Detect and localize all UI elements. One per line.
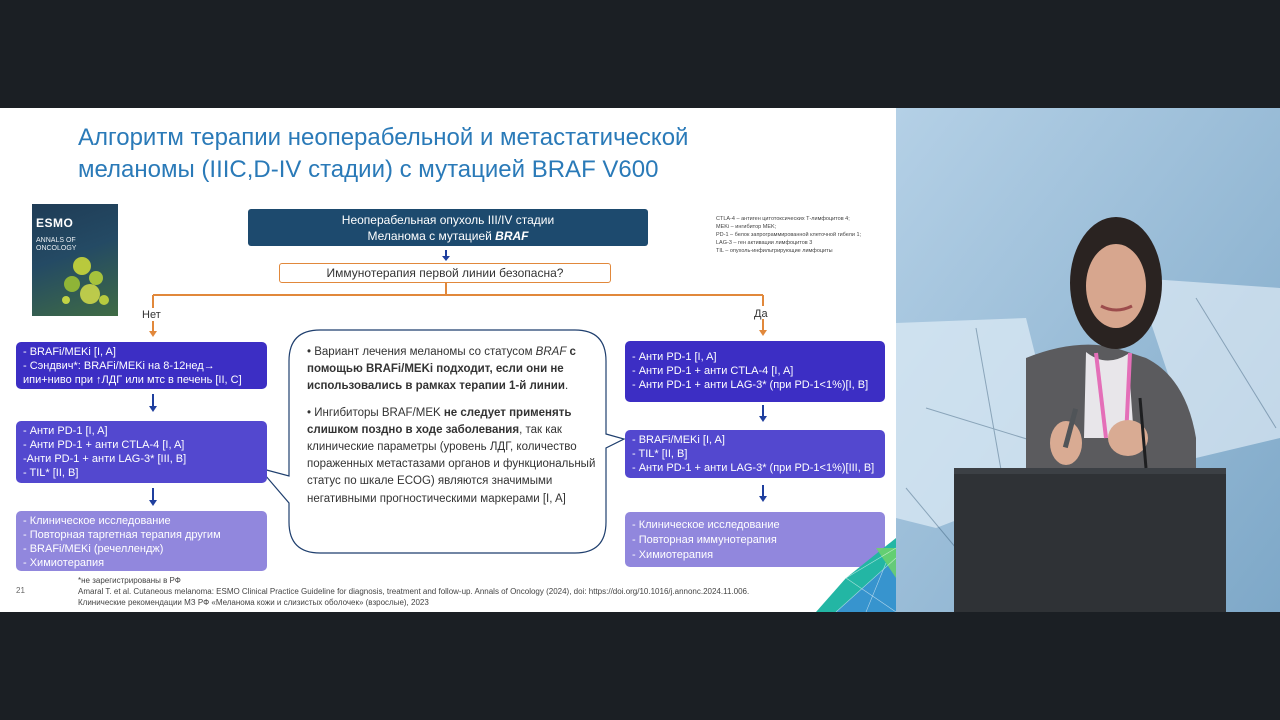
left-box-item: - Клиническое исследование xyxy=(23,515,171,527)
left-box-item: - Анти PD-1 + анти CTLA-4 [I, A] xyxy=(23,439,185,451)
left-box-item: - BRAFi/MEKi (речеллендж) xyxy=(23,543,164,555)
right-box-item: - Химиотерапия xyxy=(632,549,714,561)
legend-line: PD-1 – белок запрограммированной клеточной гибели 1; xyxy=(716,232,862,238)
initial-condition-gene: BRAF xyxy=(495,229,529,243)
left-box-item: - TIL* [II, B] xyxy=(23,467,79,479)
left-box-third-line xyxy=(16,511,267,571)
right-box-second-line xyxy=(625,430,885,478)
footnote-line: Клинические рекомендации МЗ РФ «Меланома кожи и слизистых оболочек» (взрослые), 2023 xyxy=(78,598,429,607)
no-branch-label: Нет xyxy=(142,309,161,321)
corner-decoration-graphic xyxy=(816,538,896,612)
presentation-slide xyxy=(0,108,896,612)
right-box-item: - Анти PD-1 + анти LAG-3* (при PD-1<1%)[III, B] xyxy=(632,462,875,474)
footnotes xyxy=(78,575,749,608)
left-box-first-line xyxy=(16,342,267,389)
bubble-text-span: с помощью BRAFi/MEKi подходит, если они не использовались в рамках терапии 1-й линии xyxy=(307,346,576,393)
initial-condition-prefix: Меланома с мутацией xyxy=(367,229,496,243)
abbreviation-legend xyxy=(716,215,886,255)
top-letterbox xyxy=(0,0,1280,108)
initial-condition-box xyxy=(248,209,648,246)
bubble-text-span: BRAF xyxy=(535,346,567,358)
bubble-text-span: не следует применять слишком поздно в ходе заболевания xyxy=(307,406,572,436)
legend-line: LAG-3 – ген активации лимфоцитов 3 xyxy=(716,240,813,246)
legend-line: TIL – опухоль-инфильтрирующие лимфоциты xyxy=(716,248,833,254)
right-box-item: - BRAFi/MEKi [I, A] xyxy=(632,434,725,446)
bubble-text-span: Ингибиторы BRAF/MEK xyxy=(314,406,444,419)
right-box-first-line xyxy=(625,341,885,402)
bubble-paragraph-2: • Ингибиторы BRAF/MEK не следует применять слишком поздно в ходе заболевания, так как клинические параметры (уровень ЛДГ, количество пораженных метастазами органов и функциональный статус по шкале ECOG) являются значимыми негативными прогностическими маркерами [I, A] xyxy=(307,406,596,505)
decision-question-box: Иммунотерапия первой линии безопасна? xyxy=(279,263,611,283)
bubble-text-span: Вариант лечения меланомы со статусом xyxy=(314,346,536,358)
page-number: 21 xyxy=(16,586,25,595)
cover-brand: ESMO xyxy=(36,216,74,230)
right-box-item: - TIL* [II, B] xyxy=(632,448,688,460)
slide-title-line-1: Алгоритм терапии неоперабельной и метастатической xyxy=(78,124,689,151)
speaker-video-feed xyxy=(896,108,1280,612)
cover-journal: ANNALS OF ONCOLOGY xyxy=(36,237,77,252)
legend-line: CTLA-4 – антиген цитотоксических Т-лимфоцитов 4; xyxy=(716,216,850,222)
left-box-item: - BRAFi/MEKi [I, A] xyxy=(23,346,116,358)
bubble-paragraph-1: • Вариант лечения меланомы со статусом BRAF с помощью BRAFi/MEKi подходит, если они не использовались в рамках терапии 1-й линии. xyxy=(307,346,576,393)
footnote-line: Amaral T. et al. Cutaneous melanoma: ESMO Clinical Practice Guideline for diagnosis, treatment and follow-up. Annals of Oncology (2024), doi: https://doi.org/10.1016/j.annonc.2024.11.006. xyxy=(78,587,750,596)
left-box-item: - Сэндвич*: BRAFi/MEKi на 8-12нед→ xyxy=(23,360,215,372)
right-box-item: - Анти PD-1 [I, A] xyxy=(632,351,717,363)
right-box-item: - Повторная иммунотерапия xyxy=(632,534,777,546)
right-box-item: - Анти PD-1 + анти CTLA-4 [I, A] xyxy=(632,365,794,377)
left-box-item: - Анти PD-1 [I, A] xyxy=(23,425,108,437)
slide-title-line-2: меланомы (IIIC,D-IV стадии) с мутацией BRAF V600 xyxy=(78,156,659,183)
left-box-item: ипи+ниво при ↑ЛДГ или мтс в печень [II, C] xyxy=(23,374,242,386)
bubble-text-span: , так как клинические параметры (уровень ЛДГ, количество пораженных метастазами органов и функциональный статус по шкале ECOG) являются значимыми негативными прогностическими маркерами [I, A] xyxy=(307,423,596,505)
right-box-item: - Клиническое исследование xyxy=(632,519,780,531)
left-box-item: - Химиотерапия xyxy=(23,557,105,569)
bubble-text-span: . xyxy=(564,380,569,393)
right-box-item: - Анти PD-1 + анти LAG-3* (при PD-1<1%)[I, B] xyxy=(632,379,869,391)
left-box-second-line xyxy=(16,421,267,483)
left-box-item: - Повторная таргетная терапия другим xyxy=(23,529,221,541)
speaker-video-image xyxy=(896,108,1280,612)
speech-bubble-text xyxy=(307,344,597,517)
initial-condition-line-1: Неоперабельная опухоль III/IV стадии xyxy=(341,213,555,227)
left-box-item: -Анти PD-1 + анти LAG-3* [III, B] xyxy=(23,453,187,465)
footnote-line: *не зарегистрированы в РФ xyxy=(78,576,181,585)
yes-branch-label: Да xyxy=(754,308,768,320)
legend-line: MEKi – ингибитор MEK; xyxy=(716,224,777,230)
initial-condition-line-2 xyxy=(248,228,648,244)
bottom-letterbox xyxy=(0,612,1280,720)
